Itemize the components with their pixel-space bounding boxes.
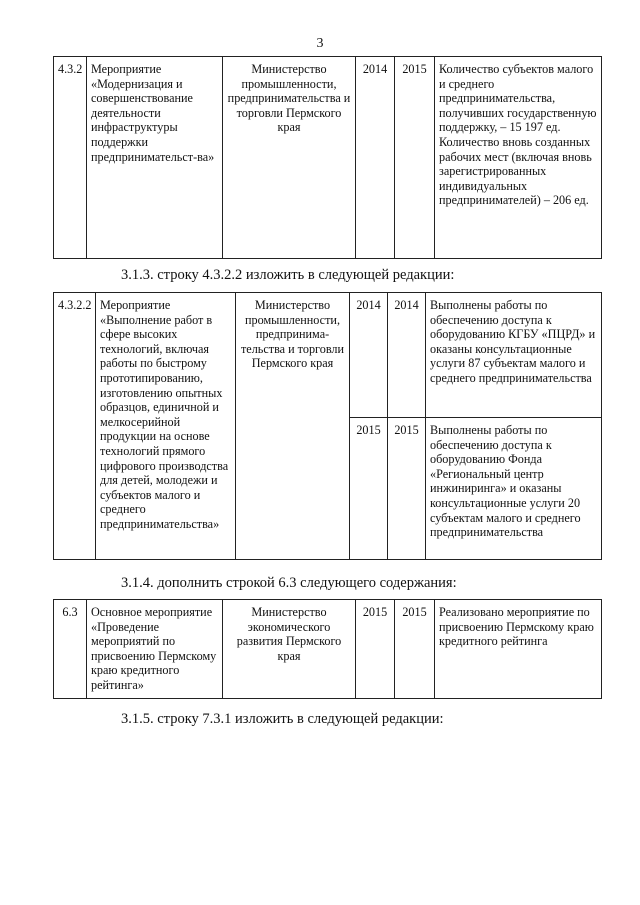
responsible-org: Министерство промышленности, предпринима-тельства и торговли Пермского края <box>236 293 350 560</box>
responsible-org: Министерство экономического развития Пермского края <box>223 600 356 699</box>
year-end: 2015 <box>395 57 435 259</box>
year-end: 2015 <box>395 600 435 699</box>
paragraph-3-1-5: 3.1.5. строку 7.3.1 изложить в следующей редакции: <box>121 711 444 727</box>
year-start: 2014 <box>350 293 388 418</box>
event-name: Мероприятие «Выполнение работ в сфере высоких технологий, включая работы по быстрому прототипированию, изготовлению опытных образцов, единичной и мелкосерийной продукции на основе технологий прямого цифрового производства для детей, молодежи и субъектов малого и среднего предпринимательства» <box>96 293 236 560</box>
year-end: 2014 <box>388 293 426 418</box>
row-code: 4.3.2.2 <box>54 293 96 560</box>
table-row-4-3-2 <box>53 56 602 259</box>
row-code: 6.3 <box>54 600 87 699</box>
paragraph-3-1-4: 3.1.4. дополнить строкой 6.3 следующего содержания: <box>121 575 457 591</box>
result: Количество субъектов малого и среднего предпринимательства, получивших государственную поддержку, – 15 197 ед. Количество вновь созданных рабочих мест (включая вновь зарегистрированных индивидуальных предпринимателей) – 206 ед. <box>435 57 602 259</box>
event-name: Основное мероприятие «Проведение мероприятий по присвоению Пермскому краю кредитного рейтинга» <box>87 600 223 699</box>
paragraph-3-1-3: 3.1.3. строку 4.3.2.2 изложить в следующей редакции: <box>121 267 455 283</box>
year-start: 2015 <box>356 600 395 699</box>
row-code: 4.3.2 <box>54 57 87 259</box>
year-end: 2015 <box>388 418 426 560</box>
year-start: 2015 <box>350 418 388 560</box>
table-row-4-3-2-2 <box>53 292 602 560</box>
result: Выполнены работы по обеспечению доступа к оборудованию Фонда «Региональный центр инжиниринга» и оказаны консультационные услуги 20 субъектам малого и среднего предпринимательства <box>426 418 602 560</box>
page-number: 3 <box>316 36 324 51</box>
event-name: Мероприятие «Модернизация и совершенствование деятельности инфраструктуры поддержки предпринимательст-ва» <box>87 57 223 259</box>
result: Выполнены работы по обеспечению доступа к оборудованию КГБУ «ПЦРД» и оказаны консультационные услуги 87 субъектам малого и среднего предпринимательства <box>426 293 602 418</box>
table-row-6-3 <box>53 599 602 699</box>
result: Реализовано мероприятие по присвоению Пермскому краю кредитного рейтинга <box>435 600 602 699</box>
responsible-org: Министерство промышленности, предпринимательства и торговли Пермского края <box>223 57 356 259</box>
year-start: 2014 <box>356 57 395 259</box>
